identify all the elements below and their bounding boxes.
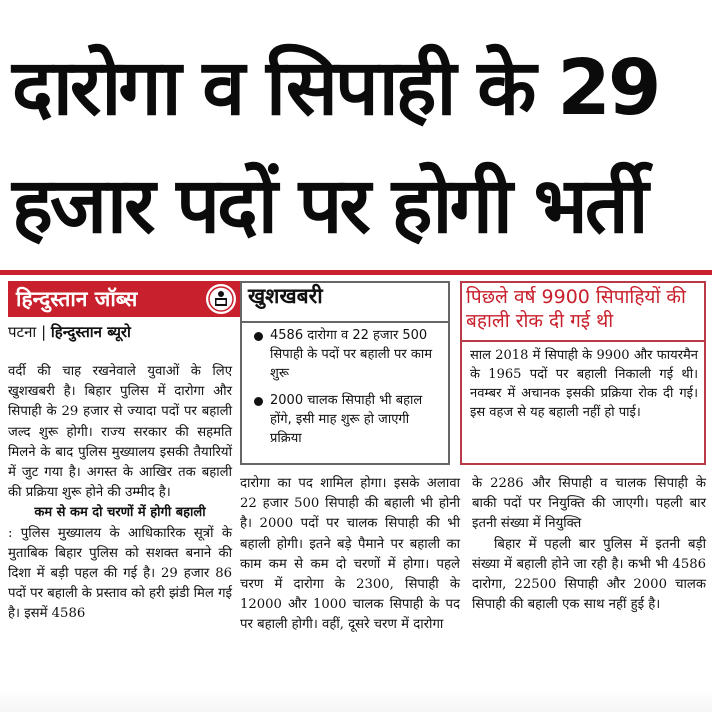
last-year-body: साल 2018 में सिपाही के 9900 और फायरमैन के 1965 पदों पर बहाली निकाली गई थी। नवम्बर में अचानक इसकी प्रक्रिया रोक दी गई। इस वहज से यह बहाली नहीं हो पाई।	[470, 348, 698, 420]
khushkhabri-divider	[242, 321, 448, 323]
article-column-3	[472, 474, 706, 615]
khushkhabri-bullets	[250, 326, 444, 456]
bottom-edge	[0, 690, 712, 712]
column2-text: दारोगा का पद शामिल होगा। इसके अलावा 22 हजार 500 सिपाही की बहाली भी होनी है। 2000 पदों पर चालक सिपाही की भी बहाली होगी। इतने बड़े पैमाने पर बहाली का काम कम से कम दो चरणों में होगा। पहले चरण में दारोगा के 2300, सिपाही के 12000 और 1000 चालक सिपाही के पद पर बहाली होगी। वहीं, दूसरे चरण में दारोगा	[240, 476, 460, 633]
column1-paragraph-1: वर्दी की चाह रखनेवाले युवाओं के लिए खुशखबरी है। बिहार पुलिस में दारोगा और सिपाही के 29 हजार से ज्यादा पदों पर बहाली जल्द शुरू होगी। राज्य सरकार की सहमति मिलने के बाद पुलिस मुख्यालय इसकी तैयारियों में जुट गया है। अगस्त के आखिर तक बहाली की प्रक्रिया शुरू होने की उम्मीद है।	[8, 364, 232, 501]
last-year-title: पिछले वर्ष 9900 सिपाहियों की बहाली रोक दी गई थी	[466, 286, 686, 332]
badge-label: हिन्दुस्तान जॉब्स	[16, 287, 138, 311]
jobs-logo-icon	[206, 284, 236, 314]
column3-paragraph-1: के 2286 और सिपाही व चालक सिपाही के बाकी पदों पर नियुक्ति की जाएगी। पहली बार इतनी संख्या में नियुक्ति	[472, 476, 706, 532]
section-badge	[8, 281, 244, 317]
byline	[8, 322, 131, 342]
article-column-2	[240, 474, 460, 636]
bullet-item: 4586 दारोगा व 22 हजार 500 सिपाही के पदों पर बहाली पर काम शुरू	[250, 326, 444, 383]
article-column-1	[8, 362, 232, 625]
column1-paragraph-2: : पुलिस मुख्यालय के आधिकारिक सूत्रों के मुताबिक बिहार पुलिस को सशक्त बनाने की दिशा में बड़ी पहल की गई है। 29 हजार 86 पदों पर बहाली के प्रस्ताव को हरी झंडी मिल गई है। इसमें 4586	[8, 525, 232, 622]
column3-paragraph-2: बिहार में पहली बार पुलिस में इतनी बड़ी संख्या में बहाली होने जा रही है। कभी भी 4586 दारोगा, 22500 सिपाही और 2000 चालक सिपाही की बहाली एक साथ नहीं हुई है।	[472, 536, 706, 613]
bullet-item: 2000 चालक सिपाही भी बहाल होंगे, इसी माह शुरू हो जाएगी प्रक्रिया	[250, 391, 444, 448]
khushkhabri-title: खुशखबरी	[248, 284, 323, 308]
red-divider	[0, 270, 712, 275]
headline-line-2: हजार पदों पर होगी भर्ती	[12, 162, 646, 251]
byline-place: पटना	[8, 323, 37, 341]
last-year-divider	[462, 340, 704, 342]
column1-subheading: कम से कम दो चरणों में होगी बहाली	[34, 505, 206, 521]
byline-bureau: हिन्दुस्तान ब्यूरो	[50, 323, 131, 341]
headline-line-1: दारोगा व सिपाही के 29	[12, 44, 659, 133]
byline-separator: |	[41, 323, 47, 341]
